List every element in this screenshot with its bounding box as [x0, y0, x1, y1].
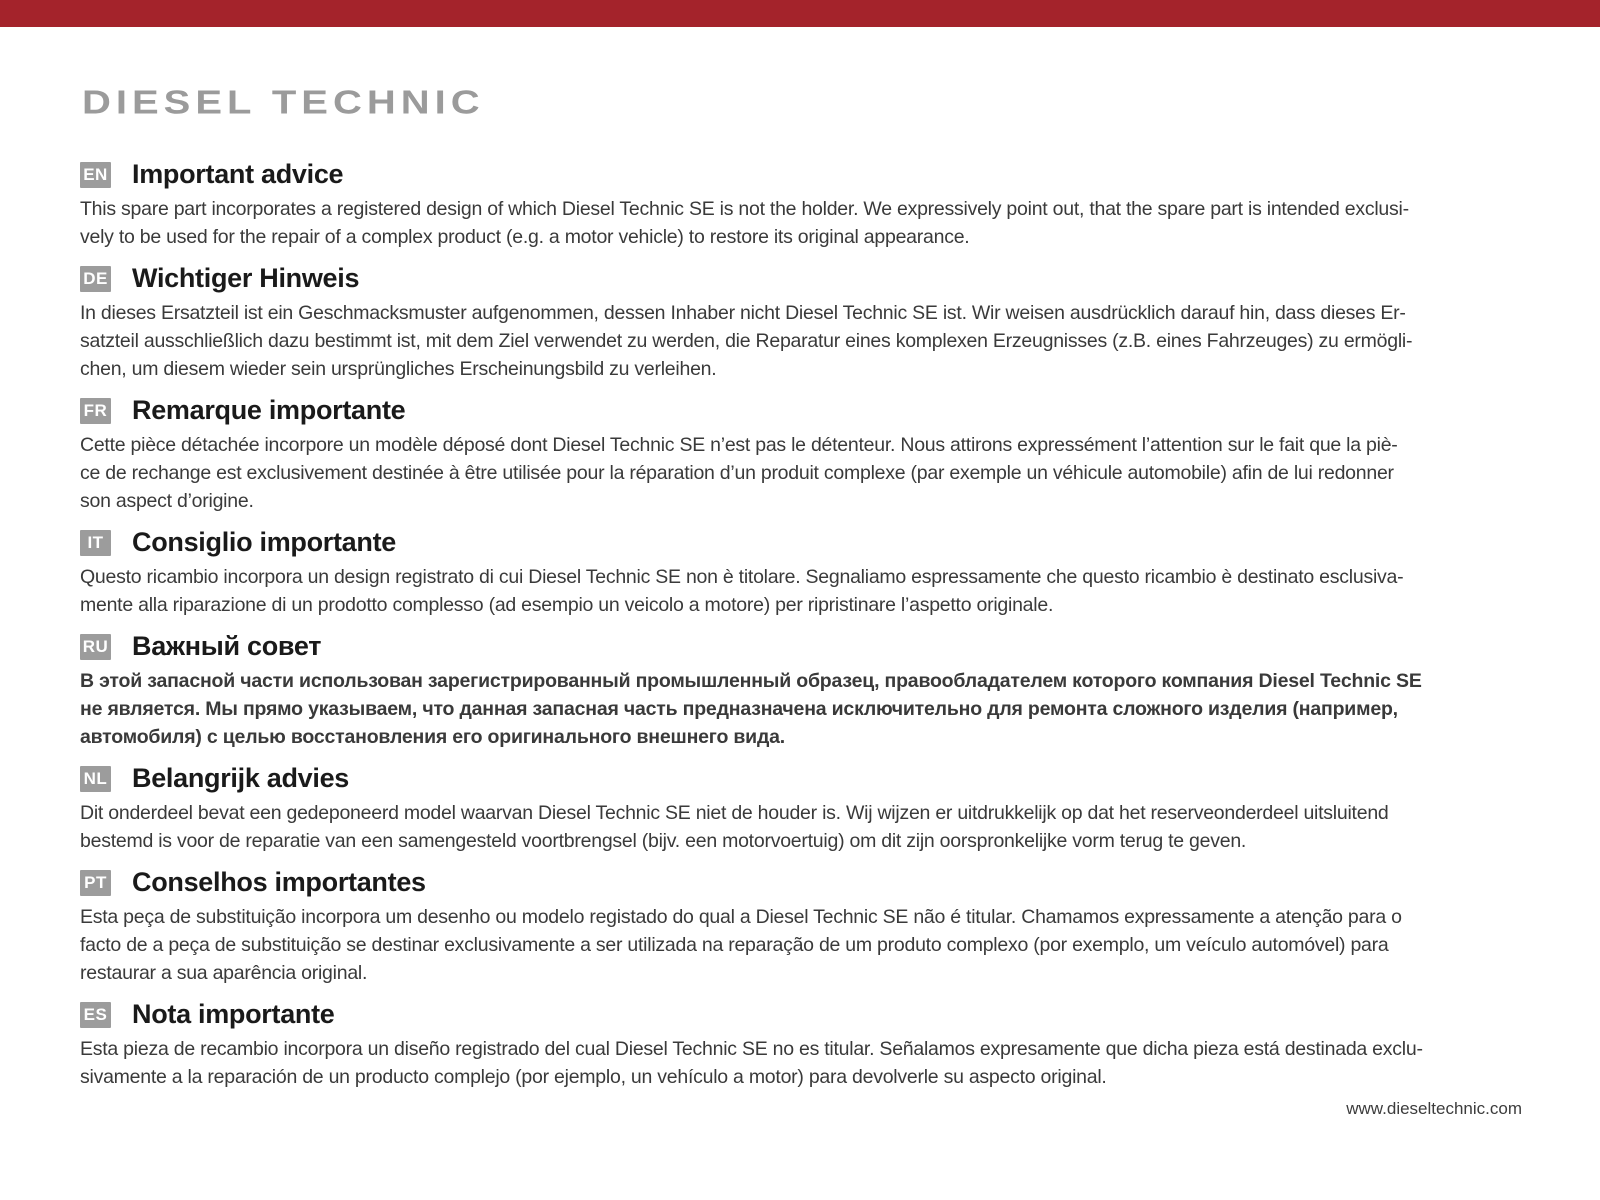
body-text-line: bestemd is voor de reparatie van een samengesteld voortbrengsel (bijv. een motorvoertuig) om dit zijn oorspronkelijke vorm terug te geven.: [80, 830, 1247, 852]
body-text-line: В этой запасной части использован зарегистрированный промышленный образец, правообладателем которого компания Diesel Technic SE: [80, 670, 1422, 692]
section-title: Consiglio importante: [132, 527, 397, 557]
section-title: Важный совет: [132, 631, 322, 661]
body-text-line: не является. Мы прямо указываем, что данная запасная часть предназначена исключительно для ремонта сложного изделия (например,: [80, 698, 1398, 720]
section-header: [80, 160, 1524, 195]
body-text-line: mente alla riparazione di un prodotto complesso (ad esempio un veicolo a motore) per ripristinare l’aspetto originale.: [80, 594, 1054, 616]
language-badge-fr: FR: [80, 398, 111, 424]
body-text-line: автомобиля) с целью восстановления его оригинального внешнего вида.: [80, 726, 786, 748]
section-header: [80, 1000, 1524, 1035]
section-header: [80, 264, 1524, 299]
notice-section-ru: [80, 632, 1524, 751]
section-title: Important advice: [132, 159, 344, 189]
body-text-line: This spare part incorporates a registered design of which Diesel Technic SE is not the holder. We expressively point out, that the spare part is intended exclusi-: [80, 198, 1409, 220]
body-text-line: Dit onderdeel bevat een gedeponeerd model waarvan Diesel Technic SE niet de houder is. Wij wijzen er uitdrukkelijk op dat het reserveonderdeel uitsluitend: [80, 802, 1389, 824]
body-text-line: son aspect d’origine.: [80, 490, 254, 512]
notice-section-it: [80, 528, 1524, 619]
section-header: [80, 528, 1524, 563]
body-text-line: Questo ricambio incorpora un design registrato di cui Diesel Technic SE non è titolare. Segnaliamo espressamente che questo ricambio è destinato esclusiva-: [80, 566, 1404, 588]
notice-sections: [80, 160, 1524, 1104]
body-text-line: restaurar a sua aparência original.: [80, 962, 368, 984]
section-title: Remarque importante: [132, 395, 406, 425]
language-badge-de: DE: [80, 266, 111, 292]
section-title: Conselhos importantes: [132, 867, 426, 897]
language-badge-nl: NL: [80, 766, 111, 792]
brand-top-bar: [0, 0, 1600, 27]
body-text-line: sivamente a la reparación de un producto complejo (por ejemplo, un vehículo a motor) para devolverle su aspecto original.: [80, 1066, 1107, 1088]
body-text-line: chen, um diesem wieder sein ursprüngliches Erscheinungsbild zu verleihen.: [80, 358, 717, 380]
notice-section-en: [80, 160, 1524, 251]
body-text-line: In dieses Ersatzteil ist ein Geschmacksmuster aufgenommen, dessen Inhaber nicht Diesel Technic SE ist. Wir weisen ausdrücklich darauf hin, dass dieses Er-: [80, 302, 1406, 324]
brand-logo: DIESEL TECHNIC: [82, 84, 485, 121]
language-badge-it: IT: [80, 530, 111, 556]
body-text-line: satzteil ausschließlich dazu bestimmt ist, mit dem Ziel verwendet zu werden, die Reparatur eines komplexen Erzeugnisses (z.B. eines Fahrzeuges) zu ermögli-: [80, 330, 1413, 352]
section-title: Belangrijk advies: [132, 763, 350, 793]
section-title: Nota importante: [132, 999, 335, 1029]
body-text-line: Esta peça de substituição incorpora um desenho ou modelo registado do qual a Diesel Technic SE não é titular. Chamamos expressamente a atenção para o: [80, 906, 1402, 928]
language-badge-es: ES: [80, 1002, 111, 1028]
language-badge-pt: PT: [80, 870, 111, 896]
notice-section-pt: [80, 868, 1524, 987]
body-text-line: Cette pièce détachée incorpore un modèle déposé dont Diesel Technic SE n’est pas le détenteur. Nous attirons expressément l’attention sur le fait que la piè-: [80, 434, 1398, 456]
section-header: [80, 632, 1524, 667]
website-link[interactable]: www.dieseltechnic.com: [1346, 1099, 1522, 1118]
body-text-line: facto de a peça de substituição se destinar exclusivamente a ser utilizada na reparação de um produto complexo (por exemplo, um veículo automóvel) para: [80, 934, 1389, 956]
notice-section-de: [80, 264, 1524, 383]
notice-section-fr: [80, 396, 1524, 515]
section-header: [80, 868, 1524, 903]
language-badge-ru: RU: [80, 634, 111, 660]
body-text-line: ce de rechange est exclusivement destinée à être utilisée pour la réparation d’un produit complexe (par exemple un véhicule automobile) afin de lui redonner: [80, 462, 1394, 484]
body-text-line: Esta pieza de recambio incorpora un diseño registrado del cual Diesel Technic SE no es titular. Señalamos expresamente que dicha pieza está destinada exclu-: [80, 1038, 1423, 1060]
notice-section-nl: [80, 764, 1524, 855]
language-badge-en: EN: [80, 162, 111, 188]
section-title: Wichtiger Hinweis: [132, 263, 360, 293]
notice-section-es: [80, 1000, 1524, 1091]
section-header: [80, 764, 1524, 799]
section-header: [80, 396, 1524, 431]
body-text-line: vely to be used for the repair of a complex product (e.g. a motor vehicle) to restore its original appearance.: [80, 226, 970, 248]
